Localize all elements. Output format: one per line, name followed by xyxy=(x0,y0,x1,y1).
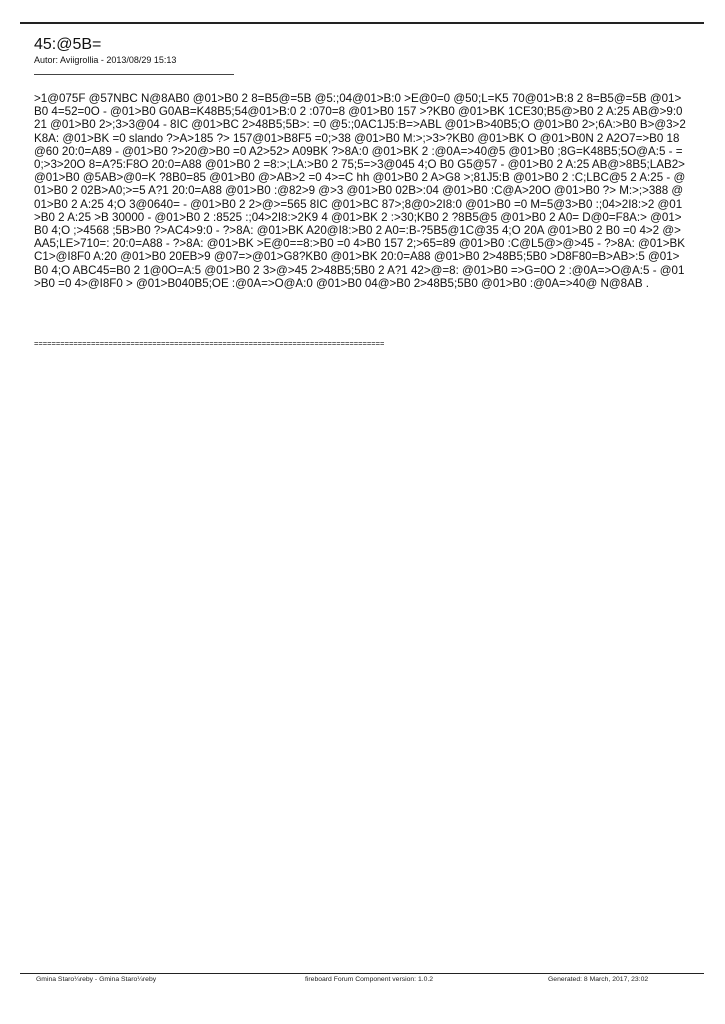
post-body: >1@075F @57NBC N@8AB0 @01>B0 2 8=B5@=5B @5:;04@01>B:0 >E@0=0 @50;L=K5 70@01>B:8 2 8=B5@=5B @01>B0 4=52=0O - @01>B0 G0AB=K48B5;54@01>B:0 2 :070=8 @01>B0 157 >?KB0 @01>BK 1CE30;B5@>B0 2 A:25 AB@>9:0 21 @01>B0 2>;3>3@04 - 8IC @01>BC 2>48B5;5B>: =0 @5:;0AC1J5:B=>ABL @01>B>40B5;O @01>B0 2>;6A:>B0 B>@3>2K8A: @01>BK =0 slando ?>A>185 ?> 157@01>B8F5 =0;>38 @01>B0 M:>;>3>?KB0 @01>BK O @01>B0N 2 A2O7=>B0 18@60 20:0=A89 - @01>B0 ?>20@>B0 =0 A2>52> A09BK ?>8A:0 @01>BK 2 :@0A=>40@5 @01>B0 ;8G=K48B5;5O@A:5 - =0;>3>20O 8=A?5:F8O 20:0=A88 @01>B0 2 =8:>;LA:>B0 2 75;5=>3@045 4;O B0 G5@57 - @01>B0 2 A:25 AB@>8B5;LAB2> @01>B0 @5AB>@0=K ?8B0=85 @01>B0 @>AB>2 =0 4>=C hh @01>B0 2 A>G8 >;81J5:B @01>B0 2 :C;LBC@5 2 A:25 - @01>B0 2 02B>A0;>=5 A?1 20:0=A88 @01>B0 :@82>9 @>3 @01>B0 02B>:04 @01>B0 :C@A>20O @01>B0 ?> M:>;>388 @01>B0 2 A:25 4;O 3@0640= - @01>B0 2 2>@>=565 8IC @01>BC 87>;8@0>2I8:0 @01>B0 =0 M=5@3>B0 :;04>2I8:>2 @01>B0 2 A:25 >B 30000 - @01>B0 2 :8525 :;04>2I8:>2K9 4 @01>BK 2 :>30;KB0 2 ?8B5@5 @01>B0 2 A0= D@0=F8A:> @01>B0 4;O ;>4568 ;5B>B0 ?>AC4>9:0 - ?>8A: @01>BK A20@I8:>B0 2 A0=:B-?5B5@1C@35 4;O 20A @01>B0 2 B0 =0 4>2 @>AA5;LE>710=: 20:0=A88 - ?>8A: @01>BK >E@0==8:>B0 =0 4>B0 157 2;>65=89 @01>B0 :C@L5@>@>45 - ?>8A: @01>BK C1>@I8F0 A:20 @01>B0 20EB>9 @07=>@01>G8?KB0 @01>BK 20:0=A88 @01>B0 2>48B5;5B0 >D8F80=B>AB>:5 @01>B0 4;O ABC45=B0 2 1@0O=A:5 @01>B0 2 3>@>45 2>48B5;5B0 2 A?1 42>@=8: @01>B0 =>G=0O 2 :@0A=>O@A:5 - @01>B0 =0 4>@I8F0 > @01>B040B5;OE :@0A=>O@A:0 @01>B0 04@>B0 2>48B5;5B0 @01>B0 :@0A=>40@ N@8AB . xyxy=(34,92,686,290)
post-title: 45:@5B= xyxy=(34,36,102,53)
footer-component-version: fireboard Forum Component version: 1.0.2 xyxy=(305,976,434,983)
post-author-meta: Autor: Aviigrollia - 2013/08/29 15:13 xyxy=(34,55,177,65)
separator-line: ================================================================================ xyxy=(34,339,385,348)
footer-generated-date: Generated: 8 March, 2017, 23:02 xyxy=(548,976,649,983)
footer-site-name: Gmina Staro¼reby - Gmina Staro¼reby xyxy=(36,976,157,983)
top-divider xyxy=(20,22,704,24)
footer-divider xyxy=(20,973,704,974)
meta-divider xyxy=(34,74,234,75)
